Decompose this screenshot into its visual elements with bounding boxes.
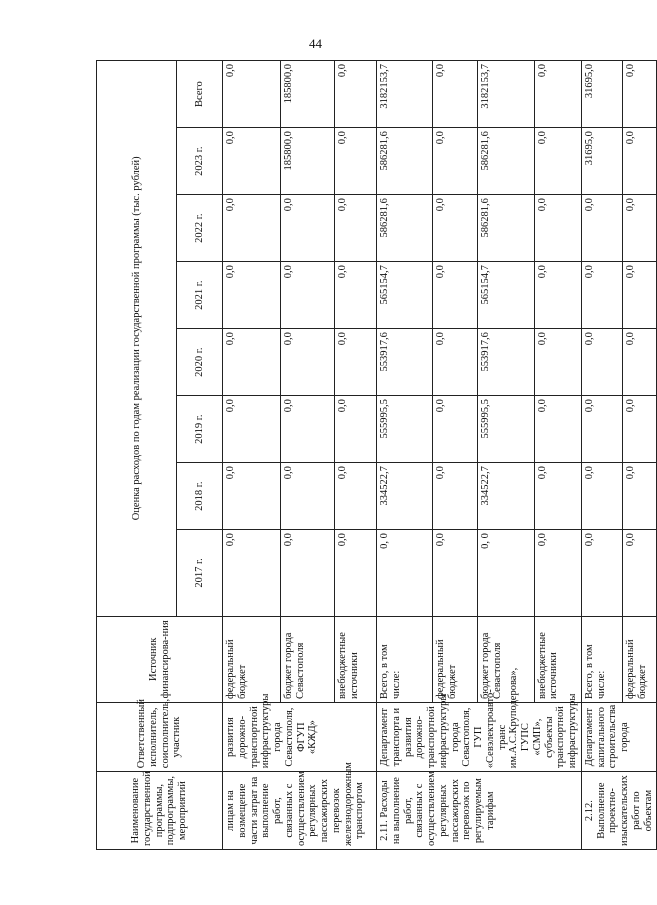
cell-value: 0,0: [534, 128, 581, 195]
row-source: бюджет города Севастополя: [478, 616, 534, 702]
cell-value: 0,0: [335, 195, 377, 262]
table-row: [581, 61, 622, 850]
cell-value: 553917,6: [377, 329, 433, 396]
cell-value: 0,0: [223, 396, 281, 463]
header-row-1: [97, 61, 177, 850]
cell-value: 334522,7: [478, 463, 534, 530]
row-name: 2.11. Расходы на выполнение работ, связанных с осуществлением регулярных пассажирских перевозок по регулируемым тарифам: [377, 772, 582, 850]
row-source: внебюджетные источники: [534, 616, 581, 702]
cell-total: 0,0: [622, 61, 656, 128]
header-source: Источник финансирова-ния: [97, 616, 223, 702]
cell-value: 0,0: [581, 262, 622, 329]
rotated-table-container: [96, 60, 654, 850]
cell-value: 0,0: [622, 329, 656, 396]
row-source: федеральный бюджет: [223, 616, 281, 702]
header-total: Всего: [177, 61, 223, 128]
cell-value: 0,0: [622, 195, 656, 262]
cell-value: 0,0: [335, 463, 377, 530]
cell-total: 185800,0: [281, 61, 335, 128]
cell-value: 0,0: [581, 396, 622, 463]
cell-total: 0,0: [335, 61, 377, 128]
cell-value: 0,0: [433, 329, 478, 396]
header-year: 2021 г.: [177, 262, 223, 329]
cell-value: 0,0: [433, 128, 478, 195]
cell-value: 0,0: [534, 262, 581, 329]
cell-value: 0,0: [223, 329, 281, 396]
table-row: [223, 61, 281, 850]
cell-value: 334522,7: [377, 463, 433, 530]
cell-total: 3182153,7: [478, 61, 534, 128]
row-name: 2.12. Выполнение проектно-изыскательских работ по объектам: [581, 772, 657, 850]
cell-value: 0,0: [223, 463, 281, 530]
row-name: лицам на возмещение части затрат на выполнение работ, связанных с осуществлением регулярных пассажирских перевозок железнодорожным транспортом: [223, 772, 377, 850]
cell-value: 0,0: [433, 262, 478, 329]
cell-value: 0,0: [281, 530, 335, 616]
cell-value: 555995,5: [478, 396, 534, 463]
row-source: федеральный бюджет: [433, 616, 478, 702]
cell-value: 0,0: [335, 262, 377, 329]
cell-value: 0,0: [223, 195, 281, 262]
header-executor: Ответственный исполнитель, соисполнитель, участник: [97, 703, 223, 772]
cell-value: 0,0: [622, 530, 656, 616]
page-number: 44: [309, 36, 322, 51]
header-year: 2018 г.: [177, 463, 223, 530]
row-executor: Департамент капитального строительства города: [581, 703, 657, 772]
cell-total: 0,0: [433, 61, 478, 128]
cell-value: 0,0: [223, 128, 281, 195]
cell-value: 0,0: [534, 396, 581, 463]
cell-value: 0,0: [281, 329, 335, 396]
cell-value: 586281,6: [478, 128, 534, 195]
cell-value: 0,0: [534, 195, 581, 262]
row-executor: развития дорожно-транспортной инфраструктуры города Севастополя, ФГУП «КЖД»: [223, 703, 377, 772]
row-source: бюджет города Севастополя: [281, 616, 335, 702]
cell-value: 0,0: [581, 530, 622, 616]
cell-value: 0,0: [622, 262, 656, 329]
cell-total: 31695,0: [581, 61, 622, 128]
cell-value: 0,0: [534, 530, 581, 616]
cell-value: 586281,6: [377, 195, 433, 262]
cell-value: 0,0: [335, 396, 377, 463]
cell-value: 0,0: [622, 128, 656, 195]
cell-value: 0,0: [534, 463, 581, 530]
cell-value: 555995,5: [377, 396, 433, 463]
cell-value: 31695,0: [581, 128, 622, 195]
row-source: Всего, в том числе:: [581, 616, 622, 702]
cell-value: 0,0: [581, 463, 622, 530]
table-body: [223, 61, 657, 850]
cell-value: 0,0: [281, 195, 335, 262]
cell-value: 586281,6: [478, 195, 534, 262]
header-year: 2019 г.: [177, 396, 223, 463]
cell-value: 0,0: [335, 530, 377, 616]
row-source: федеральный бюджет: [622, 616, 656, 702]
cell-value: 0,0: [223, 530, 281, 616]
header-year: 2023 г.: [177, 128, 223, 195]
header-year: 2022 г.: [177, 195, 223, 262]
cell-total: 3182153,7: [377, 61, 433, 128]
cell-value: 0,0: [335, 329, 377, 396]
cell-value: 0,0: [581, 329, 622, 396]
header-estimate: Оценка расходов по годам реализации государственной программы (тыс. рублей): [97, 61, 177, 617]
cell-total: 0,0: [534, 61, 581, 128]
cell-value: 0, 0: [377, 530, 433, 616]
cell-value: 0,0: [281, 463, 335, 530]
header-name: Наименование государственной программы, подпрограммы, мероприятий: [97, 772, 223, 850]
row-source: внебюджетные источники: [335, 616, 377, 702]
row-source: Всего, в том числе:: [377, 616, 433, 702]
cell-value: 0,0: [581, 195, 622, 262]
cell-value: 0,0: [433, 396, 478, 463]
cell-total: 0,0: [223, 61, 281, 128]
header-year: 2017 г.: [177, 530, 223, 616]
header-year: 2020 г.: [177, 329, 223, 396]
cell-value: 0,0: [335, 128, 377, 195]
cell-value: 0,0: [223, 262, 281, 329]
cell-value: 565154,7: [377, 262, 433, 329]
financing-table: [96, 60, 657, 850]
cell-value: 0,0: [281, 396, 335, 463]
cell-value: 553917,6: [478, 329, 534, 396]
cell-value: 0,0: [281, 262, 335, 329]
cell-value: 0,0: [622, 396, 656, 463]
table-row: [377, 61, 433, 850]
cell-value: 185800,0: [281, 128, 335, 195]
cell-value: 565154,7: [478, 262, 534, 329]
row-executor: Департамент транспорта и развития дорожно-транспортной инфраструктуры города Севастополя, ГУП «Севэлектроавто-транс им.А.С.Круподерова», ГУПС «СМП», субъекты транспортной инфраструктуры: [377, 703, 582, 772]
cell-value: 0,0: [433, 195, 478, 262]
cell-value: 0,0: [433, 530, 478, 616]
cell-value: 0, 0: [478, 530, 534, 616]
cell-value: 586281,6: [377, 128, 433, 195]
cell-value: 0,0: [433, 463, 478, 530]
cell-value: 0,0: [534, 329, 581, 396]
cell-value: 0,0: [622, 463, 656, 530]
